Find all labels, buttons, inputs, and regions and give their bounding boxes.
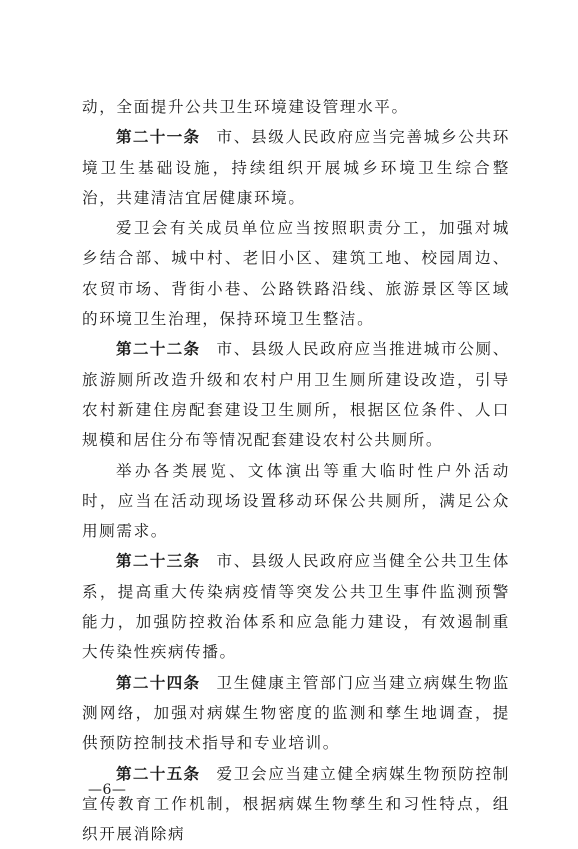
article-paragraph bbox=[82, 546, 510, 667]
article-number: 第二十二条 bbox=[116, 340, 201, 359]
body-paragraph bbox=[82, 213, 510, 334]
page-number: —6— bbox=[88, 782, 127, 798]
article-paragraph bbox=[82, 122, 510, 213]
document-body bbox=[82, 92, 510, 849]
body-paragraph bbox=[82, 456, 510, 547]
article-number: 第二十四条 bbox=[116, 673, 201, 692]
paragraph-text: 卫生健康主管部门应当建立病媒生物监测网络，加强对病媒生物密度的监测和孳生地调查，提供预防控制技术指导和专业培训。 bbox=[82, 673, 510, 753]
article-number: 第二十五条 bbox=[116, 764, 201, 783]
paragraph-text: 市、县级人民政府应当健全公共卫生体系，提高重大传染病疫情等突发公共卫生事件监测预警能力，加强防控救治体系和应急能力建设，有效遏制重大传染性疾病传播。 bbox=[82, 552, 510, 662]
paragraph-text: 举办各类展览、文体演出等重大临时性户外活动时，应当在活动现场设置移动环保公共厕所，满足公众用厕需求。 bbox=[82, 461, 510, 541]
paragraph-text: 爱卫会应当建立健全病媒生物预防控制宣传教育工作机制，根据病媒生物孳生和习性特点，组织开展消除病 bbox=[82, 764, 510, 844]
article-number: 第二十一条 bbox=[116, 128, 201, 147]
article-paragraph bbox=[82, 668, 510, 759]
paragraph-text: 市、县级人民政府应当完善城乡公共环境卫生基础设施，持续组织开展城乡环境卫生综合整治，共建清洁宜居健康环境。 bbox=[82, 128, 510, 207]
body-paragraph bbox=[82, 92, 510, 122]
paragraph-text: 市、县级人民政府应当推进城市公厕、旅游厕所改造升级和农村户用卫生厕所建设改造，引导农村新建住房配套建设卫生厕所，根据区位条件、人口规模和居住分布等情况配套建设农村公共厕所。 bbox=[82, 340, 510, 450]
article-number: 第二十三条 bbox=[116, 552, 201, 571]
paragraph-text: 动，全面提升公共卫生环境建设管理水平。 bbox=[82, 98, 409, 116]
article-paragraph bbox=[82, 334, 510, 455]
article-paragraph bbox=[82, 759, 510, 849]
paragraph-text: 爱卫会有关成员单位应当按照职责分工，加强对城乡结合部、城中村、老旧小区、建筑工地、校园周边、农贸市场、背街小巷、公路铁路沿线、旅游景区等区域的环境卫生治理，保持环境卫生整洁。 bbox=[82, 219, 510, 329]
